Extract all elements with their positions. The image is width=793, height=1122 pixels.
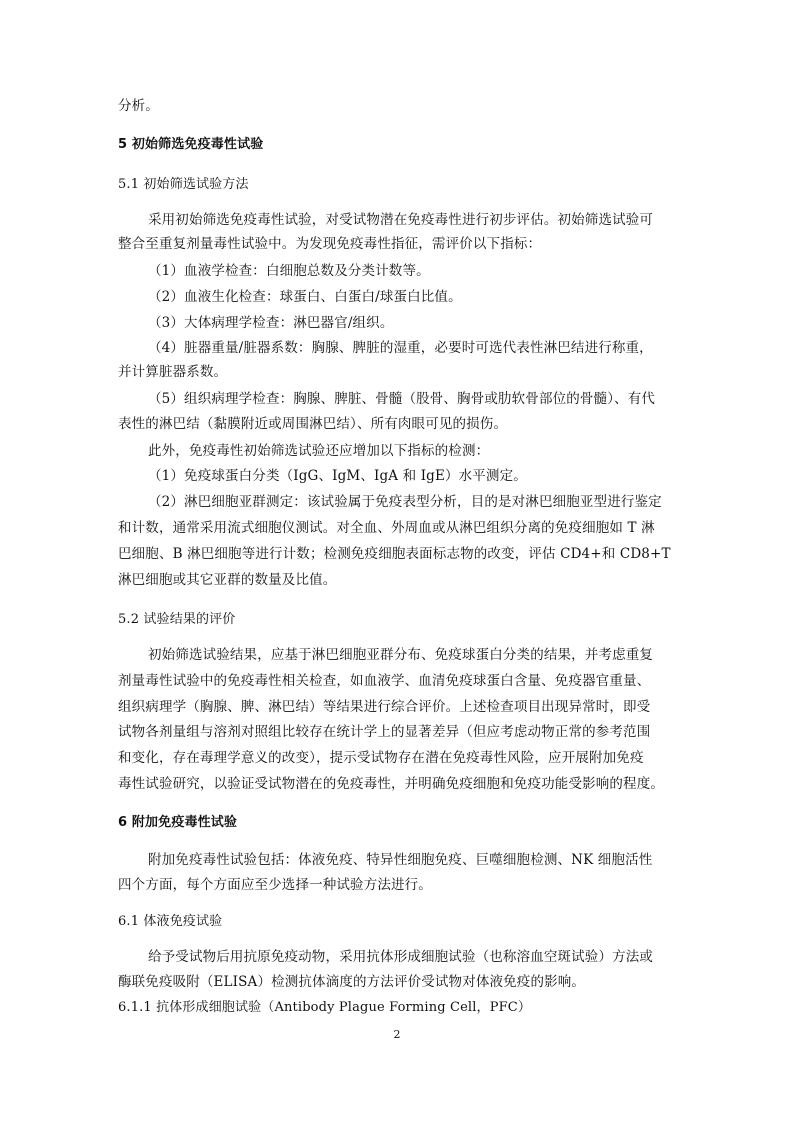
paragraph-line: 采用初始筛选免疫毒性试验，对受试物潜在免疫毒性进行初步评估。初始筛选试验可 <box>148 212 654 228</box>
paragraph-line: 组织病理学（胸腺、脾、淋巴结）等结果进行综合评价。上述检查项目出现异常时，即受 <box>118 699 651 715</box>
paragraph-line: 附加免疫毒性试验包括：体液免疫、特异性细胞免疫、巨噬细胞检测、NK 细胞活性 <box>148 852 653 868</box>
paragraph-line: 给予受试物后用抗原免疫动物，采用抗体形成细胞试验（也称溶血空斑试验）方法或 <box>148 949 654 965</box>
paragraph-line: 整合至重复剂量毒性试验中。为发现免疫毒性指征，需评价以下指标： <box>118 236 542 252</box>
paragraph-line: 剂量毒性试验中的免疫毒性相关检查，如血液学、血清免疫球蛋白含量、免疫器官重量、 <box>118 673 651 689</box>
paragraph-line: 和变化，存在毒理学意义的改变），提示受试物存在潜在免疫毒性风险，应开展附加免疫 <box>118 750 644 766</box>
section-heading-5-1: 5.1 初始筛选试验方法 <box>118 177 249 192</box>
section-heading-6-1: 6.1 体液免疫试验 <box>118 914 223 929</box>
list-item: （4）脏器重量/脏器系数：胸腺、脾脏的湿重，必要时可选代表性淋巴结进行称重， <box>148 340 653 356</box>
list-item: （1）血液学检查：白细胞总数及分类计数等。 <box>148 263 430 279</box>
paragraph-line: 酶联免疫吸附（ELISA）检测抗体滴度的方法评价受试物对体液免疫的影响。 <box>118 974 586 990</box>
section-heading-5-2: 5.2 试验结果的评价 <box>118 612 236 627</box>
list-item: （1）免疫球蛋白分类（IgG、IgM、IgA 和 IgE）水平测定。 <box>148 468 527 484</box>
section-heading-6-1-1: 6.1.1 抗体形成细胞试验（Antibody Plague Forming Cell，PFC） <box>118 1000 532 1015</box>
section-heading-6: 6 附加免疫毒性试验 <box>118 815 238 830</box>
paragraph-line: 毒性试验研究，以验证受试物潜在的免疫毒性，并明确免疫细胞和免疫功能受影响的程度。 <box>118 776 664 792</box>
text-line: 分析。 <box>118 98 159 114</box>
list-item-continuation: 淋巴细胞或其它亚群的数量及比值。 <box>118 572 337 588</box>
paragraph-line: 此外，免疫毒性初始筛选试验还应增加以下指标的检测： <box>148 443 490 459</box>
paragraph-line: 四个方面，每个方面应至少选择一种试验方法进行。 <box>118 877 432 893</box>
paragraph-line: 试物各剂量组与溶剂对照组比较存在统计学上的显著差异（但应考虑动物正常的参考范围 <box>118 724 651 740</box>
list-item: （3）大体病理学检查：淋巴器官/组织。 <box>148 315 394 331</box>
section-heading-5: 5 初始筛选免疫毒性试验 <box>118 137 264 152</box>
list-item-continuation: 并计算脏器系数。 <box>118 364 228 380</box>
list-item: （5）组织病理学检查：胸腺、脾脏、骨髓（股骨、胸骨或肋软骨部位的骨髓）、有代 <box>148 391 656 407</box>
paragraph-line: 初始筛选试验结果，应基于淋巴细胞亚群分布、免疫球蛋白分类的结果，并考虑重复 <box>148 647 654 663</box>
list-item-continuation: 巴细胞、B 淋巴细胞等进行计数；检测免疫细胞表面标志物的改变，评估 CD4+和 CD8+T <box>118 546 671 562</box>
page-number: 2 <box>393 1028 401 1041</box>
list-item-continuation: 表性的淋巴结（黏膜附近或周围淋巴结）、所有肉眼可见的损伤。 <box>118 416 508 432</box>
list-item: （2）血液生化检查：球蛋白、白蛋白/球蛋白比值。 <box>148 289 462 305</box>
list-item-continuation: 和计数，通常采用流式细胞仪测试。对全血、外周血或从淋巴组织分离的免疫细胞如 T 淋 <box>118 520 655 536</box>
list-item: （2）淋巴细胞亚群测定：该试验属于免疫表型分析，目的是对淋巴细胞亚型进行鉴定 <box>148 494 662 510</box>
